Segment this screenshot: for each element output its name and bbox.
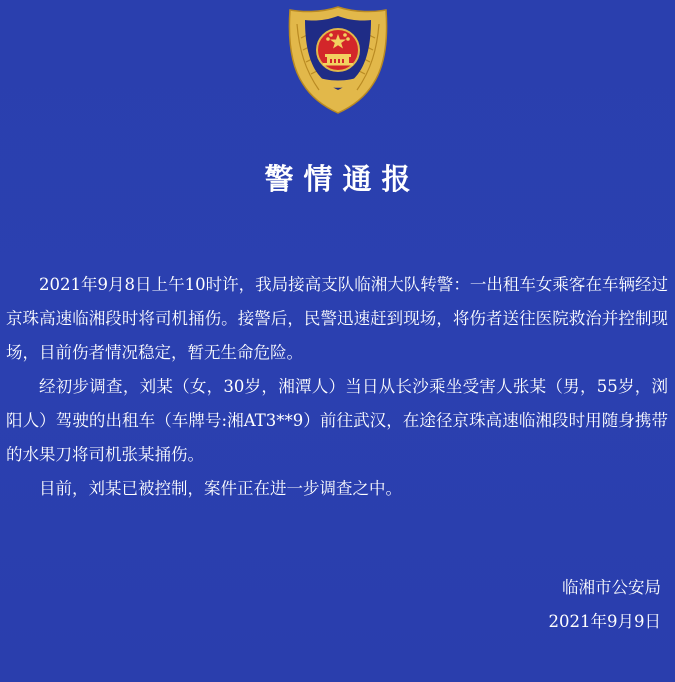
police-badge-icon [285,4,391,116]
notice-body [6,268,668,506]
signature-block [549,571,662,639]
issue-date: 2021年9月9日 [548,612,661,631]
paragraph-incident: 2021年9月8日上午10时许，我局接高支队临湘大队转警：一出租车女乘客在车辆经过京珠高速临湘段时将司机捅伤。接警后，民警迅速赶到现场，将伤者送往医院救治并控制现场，目前伤者情况稳定，暂无生命危险。 [6,275,668,362]
paragraph-status: 目前，刘某已被控制，案件正在进一步调查之中。 [39,479,402,498]
paragraph-investigation: 经初步调查，刘某（女，30岁，湘潭人）当日从长沙乘坐受害人张某（男，55岁，浏阳人）驾驶的出租车（车牌号:湘AT3**9）前往武汉，在途径京珠高速临湘段时用随身携带的水果刀将司机张某捅伤。 [6,377,668,464]
page-title: 警情通报 [264,162,421,196]
issuing-organization: 临湘市公安局 [562,578,661,597]
